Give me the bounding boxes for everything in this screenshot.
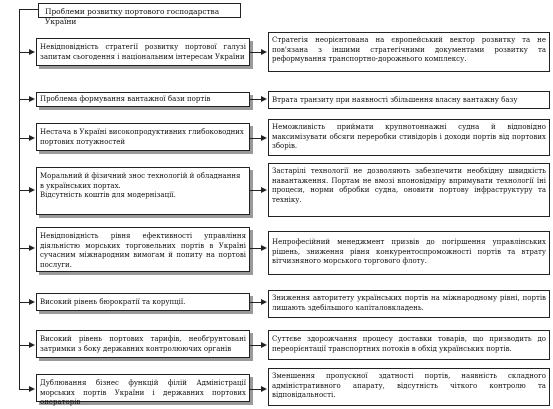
link-line	[250, 99, 261, 100]
branch-arrow	[29, 135, 35, 141]
consequence-box: Непрофесійний менеджмент призвів до погіршення управлінських рішень, зниження рівня конкурентоспроможності портів та втрату вітчизняного морського торгового флоту.	[268, 231, 550, 275]
link-arrow	[261, 187, 267, 193]
link-arrow	[261, 135, 267, 141]
link-arrow	[261, 49, 267, 55]
branch-arrow	[29, 49, 35, 55]
link-line	[250, 52, 261, 53]
branch-arrow	[29, 342, 35, 348]
consequence-box: Неможливість приймати крупнотоннажні судна й відповідно максимізувати обсяги переробки стивідорів і доходи портів від портових зборів.	[268, 119, 550, 156]
link-arrow	[261, 299, 267, 305]
problem-box: Невідповідність стратегії розвитку портової галузі запитам сьогодення і національним інтересам України	[36, 38, 250, 66]
link-line	[250, 389, 261, 390]
problem-box: Проблема формування вантажної бази портів	[36, 92, 250, 107]
problem-box: Високий рівень портових тарифів, необґрунтовані затримки з боку державних контролюючих органів	[36, 330, 250, 358]
problem-box: Нестача в Україні високопродуктивних глибоководних портових потужностей	[36, 123, 250, 151]
problem-box: Високий рівень бюрократії та корупції.	[36, 293, 250, 311]
branch-arrow	[29, 187, 35, 193]
link-arrow	[261, 96, 267, 102]
link-arrow	[261, 342, 267, 348]
title-connector	[19, 9, 38, 10]
problem-box: Моральний й фізичний знос технологій й обладнання в українських портах. Відсутність коштів для модернізації.	[36, 167, 250, 215]
branch-arrow	[29, 96, 35, 102]
consequence-box: Зменшення пропускної здатності портів, наявність складного адміністративного апарату, відсутність чіткого контролю та відповідальності.	[268, 368, 550, 406]
link-line	[250, 302, 261, 303]
diagram-title: Проблеми розвитку портового господарства України	[38, 3, 241, 18]
link-line	[250, 248, 261, 249]
consequence-box: Втрата транзиту при наявності збільшення власну вантажну базу	[268, 91, 550, 109]
consequence-box: Стратегія неорієнтована на європейський вектор розвитку та не пов'язана з іншими стратегічними документами розвитку та реформування транспортно-дорожнього комплексу.	[268, 32, 550, 72]
link-line	[250, 190, 261, 191]
problem-box: Невідповідність рівня ефективності управління діяльністю морських торговельних портів в Україні сучасним міжнародним вимогам й попиту на портові послуги.	[36, 227, 250, 272]
problem-box: Дублювання бізнес функцій філій Адміністрації морських портів України і державних портових операторів	[36, 374, 250, 402]
link-arrow	[261, 245, 267, 251]
link-line	[250, 345, 261, 346]
trunk-line	[19, 9, 20, 390]
link-line	[250, 138, 261, 139]
consequence-box: Зниження авторитету українських портів на міжнародному рівні, портів лишають здебільшого капіталовкладень.	[268, 290, 550, 318]
link-arrow	[261, 386, 267, 392]
branch-arrow	[29, 245, 35, 251]
consequence-box: Застарілі технології не дозволяють забезпечити необхідну швидкість навантаження. Портам не вмозі впоновідміру впримувати технології їні процеси, норми обробки судна, оновити портову інфраструктуру та техніку.	[268, 163, 550, 217]
branch-arrow	[29, 386, 35, 392]
branch-arrow	[29, 299, 35, 305]
consequence-box: Суттєве здорожчання процесу доставки товарів, що призводить до переорієнтації транспортних потоків в обхід українських портів.	[268, 330, 550, 360]
